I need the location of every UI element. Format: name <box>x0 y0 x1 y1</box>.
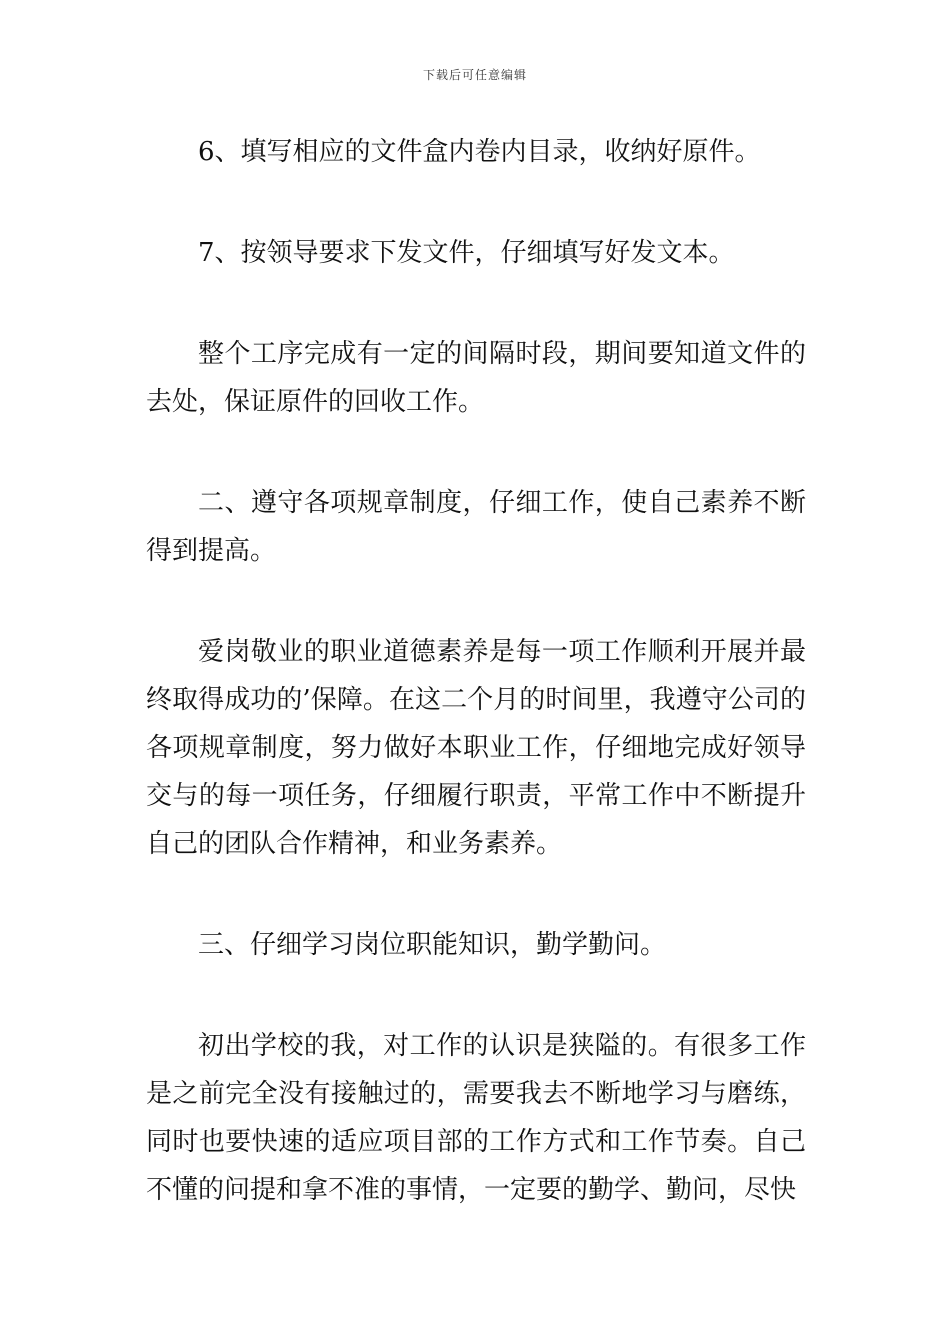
section-heading-three: 三、仔细学习岗位职能知识，勤学勤问。 <box>198 930 667 960</box>
paragraph-professional-ethics: 爱岗敬业的职业道德素养是每一项工作顺利开展并最终取得成功的’保障。在这二个月的时间里，我遵守公司的各项规章制度，努力做好本职业工作，仔细地完成好领导交与的每一项任务，仔细履行职责，平常工作中不断提升自己的团队合作精神，和业务素养。 <box>146 637 806 859</box>
paragraph-learning: 初出学校的我，对工作的认识是狭隘的。有很多工作是之前完全没有接触过的，需要我去不断地学习与磨练，同时也要快速的适应项目部的工作方式和工作节奏。自己不懂的问提和拿不准的事情，一定要的勤学、勤问，尽快 <box>146 1031 806 1205</box>
section-heading-two: 二、遵守各项规章制度，仔细工作，使自己素养不断得到提高。 <box>146 488 806 566</box>
paragraph-item-6: 6、填写相应的文件盒内卷内目录，收纳好原件。 <box>198 137 761 167</box>
paragraph-process-note: 整个工序完成有一定的间隔时段，期间要知道文件的去处，保证原件的回收工作。 <box>146 339 806 417</box>
document-body <box>146 128 806 1267</box>
header-note: 下载后可任意编辑 <box>422 68 527 82</box>
paragraph-item-7: 7、按领导要求下发文件，仔细填写好发文本。 <box>198 238 735 268</box>
